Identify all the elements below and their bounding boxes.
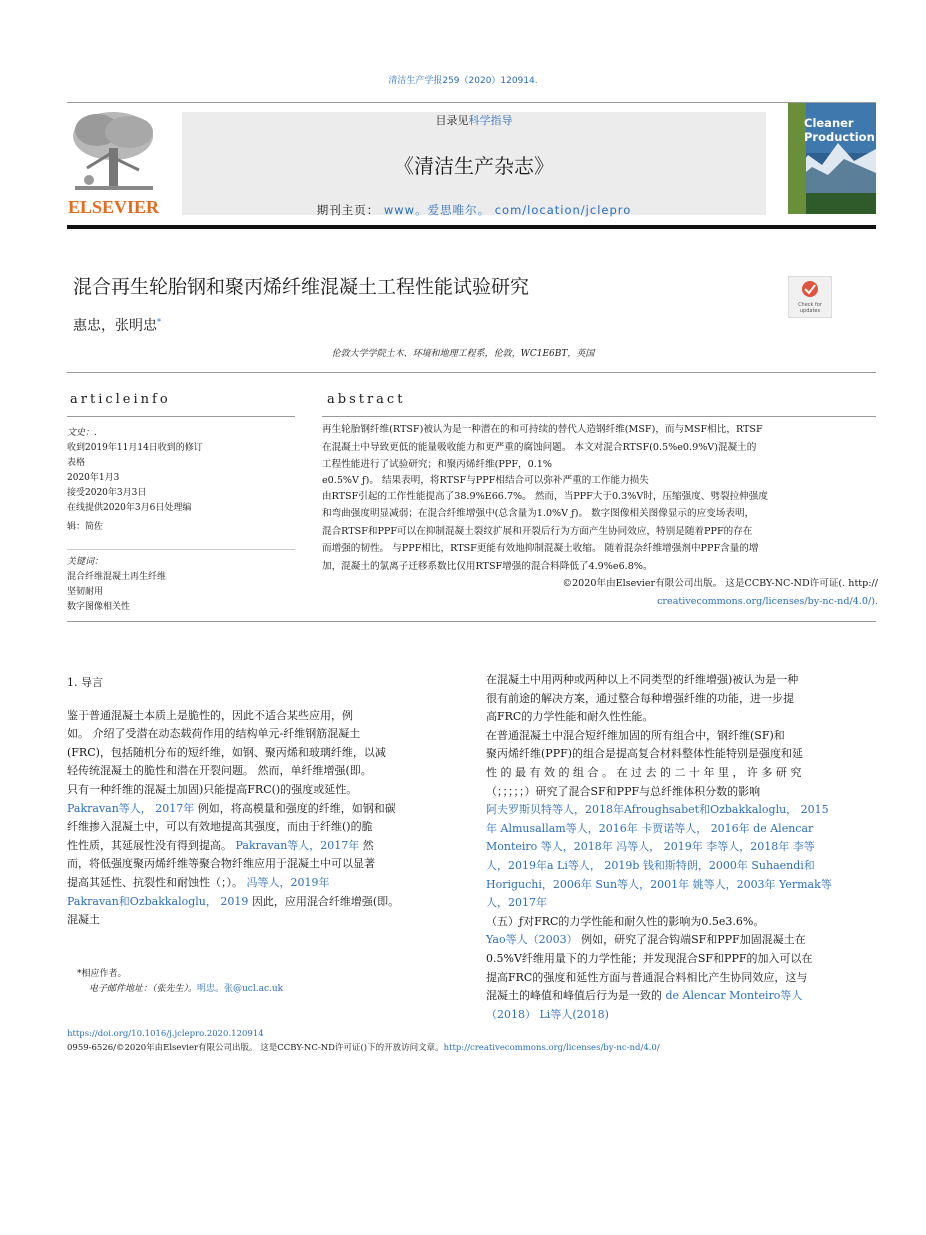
- license-link[interactable]: creativecommons.org/licenses/by-nc-nd/4.0/).: [657, 595, 878, 607]
- abstract-line: 再生轮胎钢纤维(RTSF)被认为是一种潜在的和可持续的替代人造钢纤维(MSF)，而与MSF相比，RTSF: [322, 424, 763, 435]
- contents-prefix: 目录见: [435, 114, 469, 127]
- info-rule: [67, 416, 295, 417]
- abstract-line: 由RTSF引起的工作性能提高了38.9%E66.7%。 然而，当PPF大于0.3%V时，压缩强度、劈裂拉伸强度: [322, 490, 768, 502]
- body-line: （；；；；；）研究了混合SF和PPF与总纤维体积分数的影响: [486, 784, 761, 798]
- page-footer: [67, 1027, 876, 1055]
- keyword-rule: [67, 549, 295, 550]
- body-line: 轻传统混凝土的脆性和潜在开裂问题。 然而，单纤维增强(即。: [67, 764, 372, 778]
- body-line: 混凝土: [67, 913, 100, 927]
- author-email-link[interactable]: 明忠。张@ucl.ac.uk: [197, 984, 284, 994]
- history-line: 收到2019年11月14日收到的修订: [67, 443, 203, 453]
- citation-link[interactable]: （2018） Li等人(2018): [486, 1007, 609, 1021]
- journal-citation: 清洁生产学报259（2020）120914.: [388, 76, 538, 86]
- title-rule: [67, 372, 876, 373]
- elsevier-logo-text: ELSEVIER: [67, 197, 160, 217]
- tree-icon: [67, 108, 160, 198]
- journal-title: 《清洁生产杂志》: [394, 154, 554, 178]
- footer-license-link[interactable]: http://creativecommons.org/licenses/by-nc-nd/4.0/: [443, 1043, 660, 1053]
- footnote-email-line: [77, 982, 283, 997]
- abstract-line: 加，混凝土的氯离子迁移系数比仅用RTSF增强的混合料降低了4.9%e6.8%。: [322, 560, 653, 572]
- citation-link[interactable]: Pakravan等人，2017年: [232, 838, 360, 852]
- footnote-email-label: 电子邮件地址：（张先生）。: [89, 984, 198, 994]
- body-line: 在普通混凝土中混合短纤维加固的所有组合中，钢纤维(SF)和: [486, 728, 785, 742]
- author-names: 惠忠，张明忠: [73, 318, 157, 334]
- body-text: 混凝土的峰值和峰值后行为是一致的: [486, 989, 662, 1003]
- body-line: 而，将低强度聚丙烯纤维等聚合物纤维应用于混凝土中可以显著: [67, 857, 375, 871]
- citation-link[interactable]: Pakravan等人， 2017年: [67, 801, 195, 815]
- body-text: 因此，应用混合纤维增强(即。: [248, 894, 400, 908]
- license-line1: ©2020年由Elsevier有限公司出版。 这是CCBY-NC-ND许可证(. http://: [562, 578, 878, 589]
- citation-link[interactable]: Pakravan和Ozbakkaloglu， 2019: [67, 894, 249, 908]
- abstract-heading: abstract: [327, 392, 406, 407]
- abstract-line: 和弯曲强度明显减弱；在混合纤维增强中(总含量为1.0%V ƒ)。 数字图像相关图像显示的应变场表明，: [322, 508, 755, 519]
- handling-editor: 辑：简佐: [67, 522, 104, 532]
- citation-link[interactable]: 人，2019年a Li等人， 2019b 钱和斯特朗，2000年 Suhaendi和: [486, 858, 815, 872]
- body-line: 0.5%V纤维用量下的力学性能；并发现混合SF和PPF的加入可以在: [486, 951, 813, 965]
- body-line: 如。 介绍了受潜在动态载荷作用的结构单元-纤维钢筋混凝土: [67, 727, 361, 741]
- affiliation: 伦敦大学学院土木、环境和地理工程系，伦敦，WC1E6BT，英国: [331, 349, 595, 359]
- cover-title-line2: Production: [804, 130, 875, 144]
- citation-link[interactable]: de Alencar Monteiro等人: [662, 989, 803, 1003]
- footnote: [77, 967, 283, 997]
- body-line: 聚丙烯纤维(PPF)的组合是提高复合材料整体性能特别是强度和延: [486, 747, 804, 761]
- check-updates-label: Check for updates: [798, 302, 822, 314]
- body-line: [67, 893, 459, 912]
- keyword-item: 坚韧耐用: [67, 587, 104, 597]
- body-line: [67, 800, 459, 819]
- homepage-link[interactable]: www。爱思唯尔。 com/location/jclepro: [383, 203, 632, 217]
- abstract-rule: [322, 416, 876, 417]
- abstract-line: 混合RTSF和PPF可以在抑制混凝土裂纹扩展和开裂后行为方面产生协同效应，特别是随着PPF的存在: [322, 525, 753, 537]
- body-line: [486, 987, 877, 1006]
- history-line: 2020年1月3: [67, 473, 120, 483]
- body-text: 性性质，其延展性没有得到提高。: [67, 838, 232, 852]
- citation-link[interactable]: 年 Almusallam等人，2016年 卡贾诺等人， 2016年 de Alencar: [486, 821, 814, 835]
- history-line: 接受2020年3月3日: [67, 488, 147, 498]
- homepage-prefix: 期刊主页：: [316, 203, 380, 217]
- keywords: [67, 555, 295, 615]
- footer-copyright-line: [67, 1041, 876, 1055]
- abstract-line: 在混凝土中导致更低的能量吸收能力和更严重的腐蚀问题。 本文对混合RTSF(0.5%e0.9%V)混凝土的: [322, 441, 757, 453]
- body-text: 然: [359, 838, 374, 852]
- citation-link[interactable]: 阿夫罗斯贝特等人，2018年Afroughsabet和Ozbakkaloglu， 2015: [486, 803, 829, 817]
- body-text: 例如，研究了混合钩端SF和PPF加固混凝土在: [577, 933, 806, 947]
- sciencedirect-link[interactable]: 科学指导: [468, 114, 513, 127]
- body-line: 只有一种纤维的混凝土加固)只能提高FRC()的强度或延性。: [67, 782, 358, 796]
- footnote-corresponding: *相应作者。: [77, 969, 127, 979]
- body-line: 鉴于普通混凝土本质上是脆性的，因此不适合某些应用，例: [67, 708, 353, 722]
- history-line: 在线提供2020年3月6日处理编: [67, 503, 192, 513]
- citation-link[interactable]: Yao等人（2003）: [486, 933, 578, 947]
- body-line: 性 的 最 有 效 的 组 合 。 在 过 去 的 二 十 年 里 ， 许 多 研 究: [486, 765, 802, 779]
- history-line: 表格: [67, 458, 86, 468]
- copyright-text: 0959-6526/©2020年由Elsevier有限公司出版。 这是CCBY-NC-ND许可证()下的开放访问文章。: [67, 1043, 444, 1053]
- abstract-line: 而增强的韧性。 与PPF相比，RTSF更能有效地抑制混凝土收缩。 随着混杂纤维增强剂中PPF含量的增: [322, 543, 759, 554]
- citation-link[interactable]: 冯等人，2019年: [243, 875, 330, 889]
- header-rule: [67, 102, 876, 103]
- citation-link[interactable]: Horiguchi，2006年 Sun等人，2001年 姚等人，2003年 Yermak等: [486, 877, 832, 891]
- history-label: 文史：.: [67, 428, 97, 438]
- body-line: 高FRC的力学性能和耐久性性能。: [486, 710, 654, 724]
- body-line: 纤维掺入混凝土中，可以有效地提高其强度，而由于纤维()的脆: [67, 820, 373, 834]
- keyword-item: 混合纤维混凝土再生纤维: [67, 572, 167, 582]
- body-line: 提高FRC的强度和延性方面与普通混合料相比产生协同效应，这与: [486, 970, 808, 984]
- abstract-line: 工程性能进行了试验研究；和聚丙烯纤维(PPF，0.1%: [322, 459, 552, 470]
- body-text: 提高其延性、抗裂性和耐蚀性（；）。: [67, 875, 243, 889]
- body-line: [486, 931, 877, 950]
- citation-link[interactable]: 人，2017年: [486, 896, 547, 910]
- cover-title-line1: Cleaner: [804, 116, 854, 130]
- body-line: (FRC)，包括随机分布的短纤维，如钢、聚丙烯和玻璃纤维，以减: [67, 745, 386, 759]
- body-line: [67, 874, 459, 893]
- article-info-heading: articleinfo: [70, 392, 171, 407]
- body-line: 在混凝土中用两种或两种以上不同类型的纤维增强)被认为是一种: [486, 673, 799, 686]
- article-history: [67, 426, 295, 535]
- journal-homepage: [182, 202, 766, 218]
- citation-link[interactable]: Monteiro 等人，2018年 冯等人， 2019年 李等人，2018年 李等: [486, 840, 815, 854]
- abstract-line: e0.5%V ƒ)。 结果表明，将RTSF与PPF相结合可以弥补严重的工作能力损失: [322, 474, 649, 486]
- section-heading: 1. 导言: [67, 676, 103, 689]
- journal-cover: [788, 103, 876, 214]
- body-text: 例如，将高模量和强度的纤维，如钢和碳: [194, 801, 396, 815]
- contents-line: [182, 112, 766, 128]
- abstract-body: [322, 421, 878, 610]
- body-line: （五）ƒ对FRC的力学性能和耐久性的影响为0.5e3.6%。: [486, 914, 765, 928]
- abstract-bottom-rule: [67, 621, 876, 622]
- check-for-updates-badge[interactable]: [788, 276, 832, 318]
- intro-left-column: [67, 674, 459, 930]
- body-line: [67, 837, 459, 856]
- doi-link[interactable]: https://doi.org/10.1016/j.jclepro.2020.120914: [67, 1029, 264, 1039]
- article-title: 混合再生轮胎钢和聚丙烯纤维混凝土工程性能试验研究: [73, 276, 530, 298]
- authors: [73, 315, 161, 335]
- corresponding-mark[interactable]: *: [157, 317, 161, 327]
- intro-right-column: [486, 671, 877, 1024]
- keywords-label: 关键词：: [67, 557, 104, 567]
- header-thick-rule: [67, 225, 876, 229]
- keyword-item: 数字图像相关性: [67, 602, 131, 612]
- body-line: 很有前途的解决方案，通过整合每种增强纤维的功能，进一步提: [486, 691, 794, 705]
- license-text: [322, 575, 878, 593]
